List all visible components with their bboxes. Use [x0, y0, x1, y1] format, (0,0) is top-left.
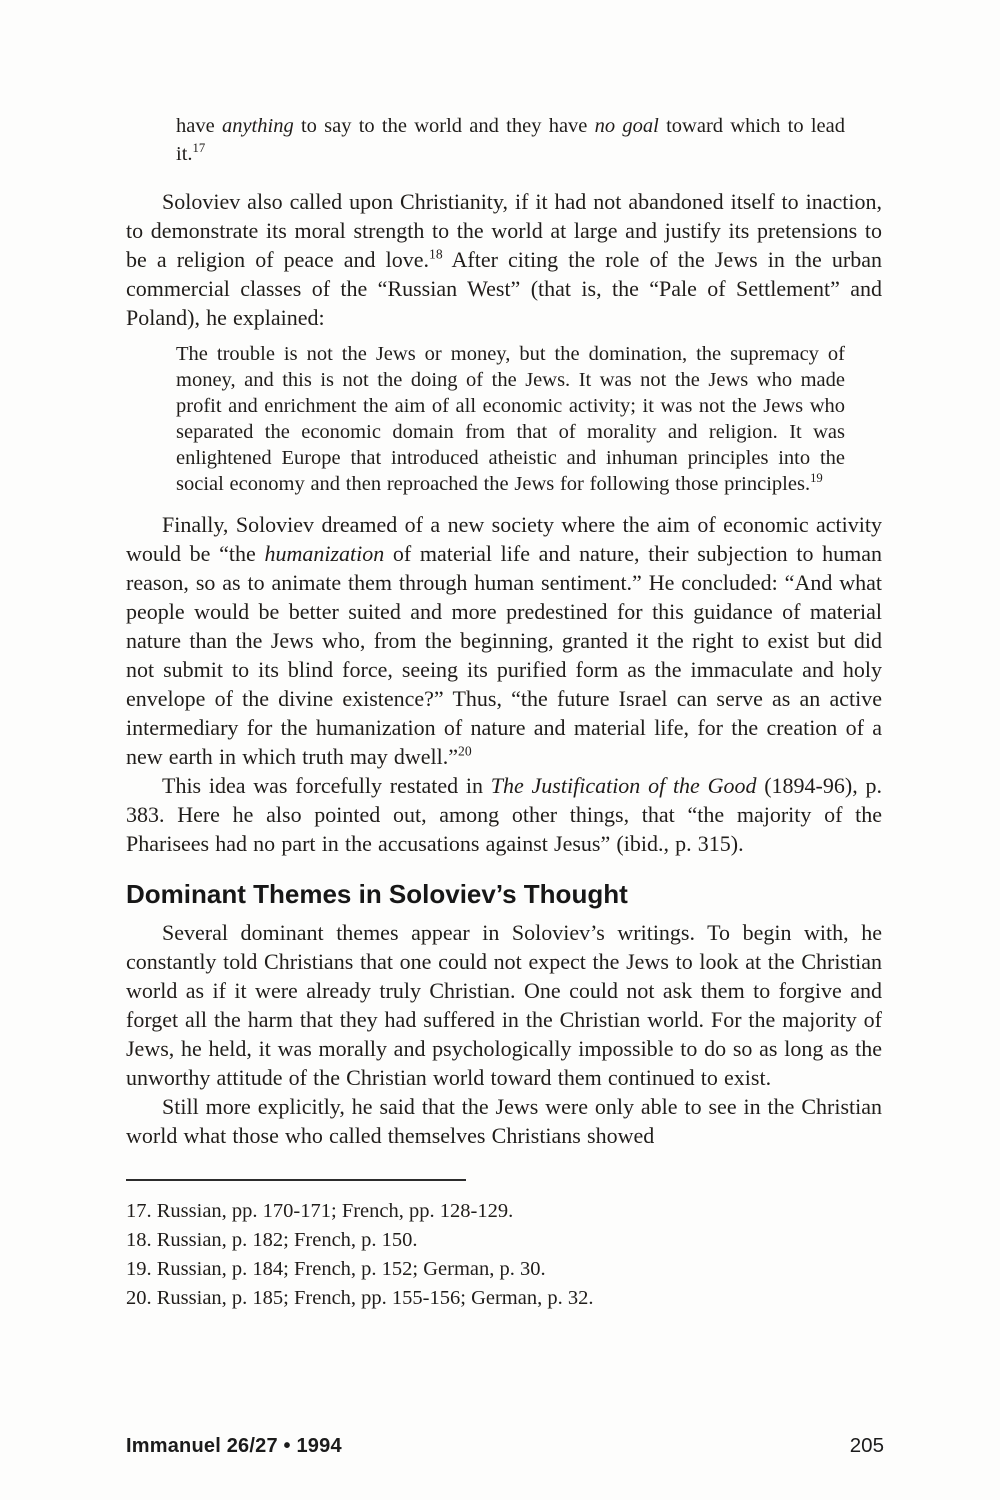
section-heading: Dominant Themes in Soloviev’s Thought [126, 879, 628, 909]
blockquote-trouble-not-jews: The trouble is not the Jews or money, but the domination, the supremacy of money, and this is not the doing of the Jews. It was not the Jews who made profit and enrichment the aim of all economic activity; it was not the Jews who separated the economic domain from that of morality and religion. It was enlightened Europe that introduced atheistic and inhuman principles into the social economy and then reproached the Jews for following those principles.$^{19}$ [176, 343, 845, 495]
page-footer [126, 1434, 884, 1458]
paragraph-justification-of-good: This idea was forcefully restated in The Justification of the Good (1894-96), p. 383. Here he also pointed out, among other things, that “the majority of the Pharisees had no part in the accusations against Jesus” (ibid., p. 315). [126, 773, 882, 856]
footnote-item: 20. Russian, p. 185; French, pp. 155-156; German, p. 32. [126, 1287, 594, 1309]
page-number: 205 [849, 1434, 884, 1457]
text-column [126, 112, 882, 1313]
paragraph-finally-new-society: Finally, Soloviev dreamed of a new society where the aim of economic activity would be “the humanization of material life and nature, their subjection to human reason, so as to animate them through human sentiment.” He concluded: “And what people would be better suited and more predestined for this guidance of material nature than the Jews who, from the beginning, granted it the right to exist but did not submit to its blind force, seeing its purified form as the immaculate and holy envelope of the divine existence?” Thus, “the future Israel can serve as an active intermediary for the humanization of nature and material life, for the creation of a new earth in which truth may dwell.”$^{20}$ [126, 512, 882, 769]
footnote-item: 19. Russian, p. 184; French, p. 152; German, p. 30. [126, 1258, 546, 1280]
paragraph-soloviev-christianity: Soloviev also called upon Christianity, if it had not abandoned itself to inaction, to demonstrate its moral strength to the world at large and justify its pretensions to be a religion of peace and love.$^{18}$ After citing the role of the Jews in the urban commercial classes of the “Russian West” (that is, the “Pale of Settlement” and Poland), he explained: [126, 189, 882, 330]
paragraph-still-more-explicitly: Still more explicitly, he said that the Jews were only able to see in the Christian world what those who called themselves Christians showed [126, 1094, 882, 1148]
journal-title: Immanuel 26/27 • 1994 [126, 1435, 342, 1457]
footnote-separator [126, 1179, 466, 1181]
footnote-item: 18. Russian, p. 182; French, p. 150. [126, 1229, 418, 1251]
paragraph-dominant-themes: Several dominant themes appear in Soloviev’s writings. To begin with, he constantly told Christians that one could not expect the Jews to look at the Christian world as if it were already truly Christian. One could not ask them to forgive and forget all the harm that they had suffered in the Christian world. For the majority of Jews, he held, it was morally and psychologically impossible to do so as long as the unworthy attitude of the Christian world toward them continued to exist. [126, 920, 882, 1090]
quote-continuation: have anything to say to the world and they have no goal toward which to lead it.$^{17}$ [176, 115, 845, 165]
footnotes-list [126, 1197, 882, 1313]
footnote-item: 17. Russian, pp. 170-171; French, pp. 128-129. [126, 1200, 514, 1222]
